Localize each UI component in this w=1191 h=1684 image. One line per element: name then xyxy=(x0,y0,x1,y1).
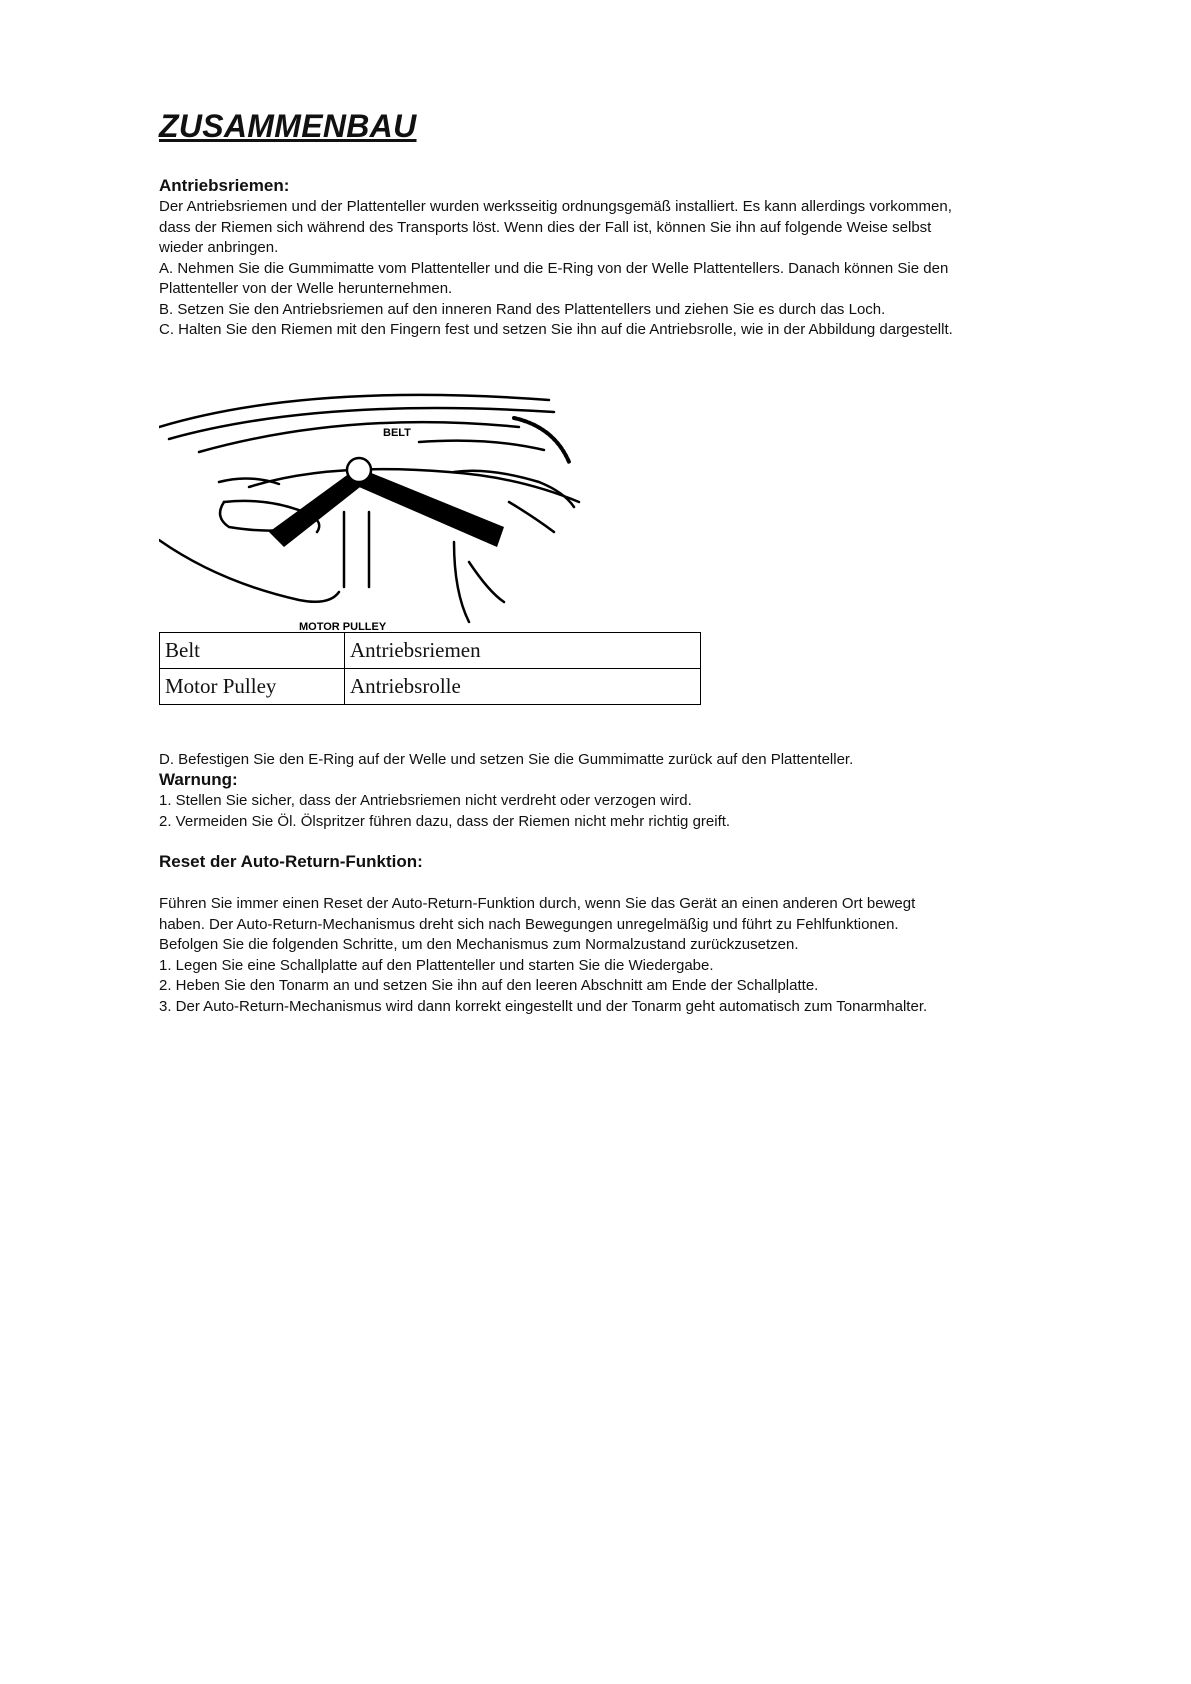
list-item: 3. Der Auto-Return-Mechanismus wird dann korrekt eingestellt und der Tonarm geht automatisch zum Tonarmhalter. xyxy=(159,997,928,1015)
page-title: ZUSAMMENBAU xyxy=(159,108,417,144)
motor-pulley-label: MOTOR PULLEY xyxy=(299,621,387,632)
text-line: Führen Sie immer einen Reset der Auto-Return-Funktion durch, wenn Sie das Gerät an einen anderen Ort bewegt xyxy=(159,895,916,912)
section-heading-auto-return: Reset der Auto-Return-Funktion: xyxy=(159,852,423,871)
belt-right-segment xyxy=(359,470,504,547)
step-b: B. Setzen Sie den Antriebsriemen auf den inneren Rand des Plattentellers und ziehen Sie es durch das Loch. xyxy=(159,300,886,318)
text-line: wieder anbringen. xyxy=(159,239,279,256)
right-hand-top xyxy=(454,471,574,507)
text-line: Der Antriebsriemen und der Plattenteller wurden werksseitig ordnungsgemäß installiert. Es kann allerdings vorkommen, xyxy=(159,198,952,215)
right-finger-tip xyxy=(469,562,504,602)
right-finger xyxy=(509,502,554,532)
left-finger xyxy=(219,478,279,484)
table-row xyxy=(160,633,701,669)
table-cell-en: Motor Pulley xyxy=(160,669,345,705)
text-line: Befolgen Sie die folgenden Schritte, um den Mechanismus zum Normalzustand zurückzusetzen. xyxy=(159,936,799,953)
warning-list xyxy=(159,791,1079,832)
step-d: D. Befestigen Sie den E-Ring auf der Welle und setzen Sie die Gummimatte zurück auf den Plattenteller. xyxy=(159,751,854,768)
platter-rim-inner xyxy=(199,422,519,452)
list-item: 2. Vermeiden Sie Öl. Ölspritzer führen dazu, dass der Riemen nicht mehr richtig greift. xyxy=(159,812,731,830)
drive-belt-text xyxy=(159,197,1079,341)
list-item: 1. Stellen Sie sicher, dass der Antriebsriemen nicht verdreht oder verzogen wird. xyxy=(159,792,692,809)
glossary-table xyxy=(159,632,701,705)
left-thumb-nail xyxy=(220,502,284,531)
list-item: 1. Legen Sie eine Schallplatte auf den Plattenteller und starten Sie die Wiedergabe. xyxy=(159,956,714,974)
auto-return-text xyxy=(159,894,1079,1017)
step-a-line1: A. Nehmen Sie die Gummimatte vom Plattenteller und die E-Ring von der Welle Plattentellers. Danach können Sie den xyxy=(159,259,949,277)
right-finger-lower xyxy=(454,542,469,622)
section-heading-drive-belt: Antriebsriemen: xyxy=(159,176,290,195)
table-cell-de: Antriebsriemen xyxy=(345,633,701,669)
left-hand-outline xyxy=(159,540,339,602)
step-c: C. Halten Sie den Riemen mit den Fingern fest und setzen Sie ihn auf die Antriebsrolle, wie in der Abbildung dargestellt. xyxy=(159,321,953,338)
table-cell-de: Antriebsrolle xyxy=(345,669,701,705)
text-line: haben. Der Auto-Return-Mechanismus dreht sich nach Bewegungen unregelmäßig und führt zu Fehlfunktionen. xyxy=(159,915,899,933)
list-item: 2. Heben Sie den Tonarm an und setzen Sie ihn auf den leeren Abschnitt am Ende der Schallplatte. xyxy=(159,977,819,994)
platter-ridges xyxy=(514,418,569,462)
warning-heading: Warnung: xyxy=(159,770,238,789)
text-line: dass der Riemen sich während des Transports löst. Wenn dies der Fall ist, können Sie ihn auf folgende Weise selbst xyxy=(159,218,932,236)
platter-edge xyxy=(419,441,544,450)
step-a-line2: Plattenteller von der Welle herunternehmen. xyxy=(159,280,453,297)
belt-label: BELT xyxy=(383,427,411,439)
belt-installation-illustration xyxy=(159,382,629,632)
table-cell-en: Belt xyxy=(160,633,345,669)
table-row xyxy=(160,669,701,705)
motor-pulley xyxy=(347,458,371,482)
